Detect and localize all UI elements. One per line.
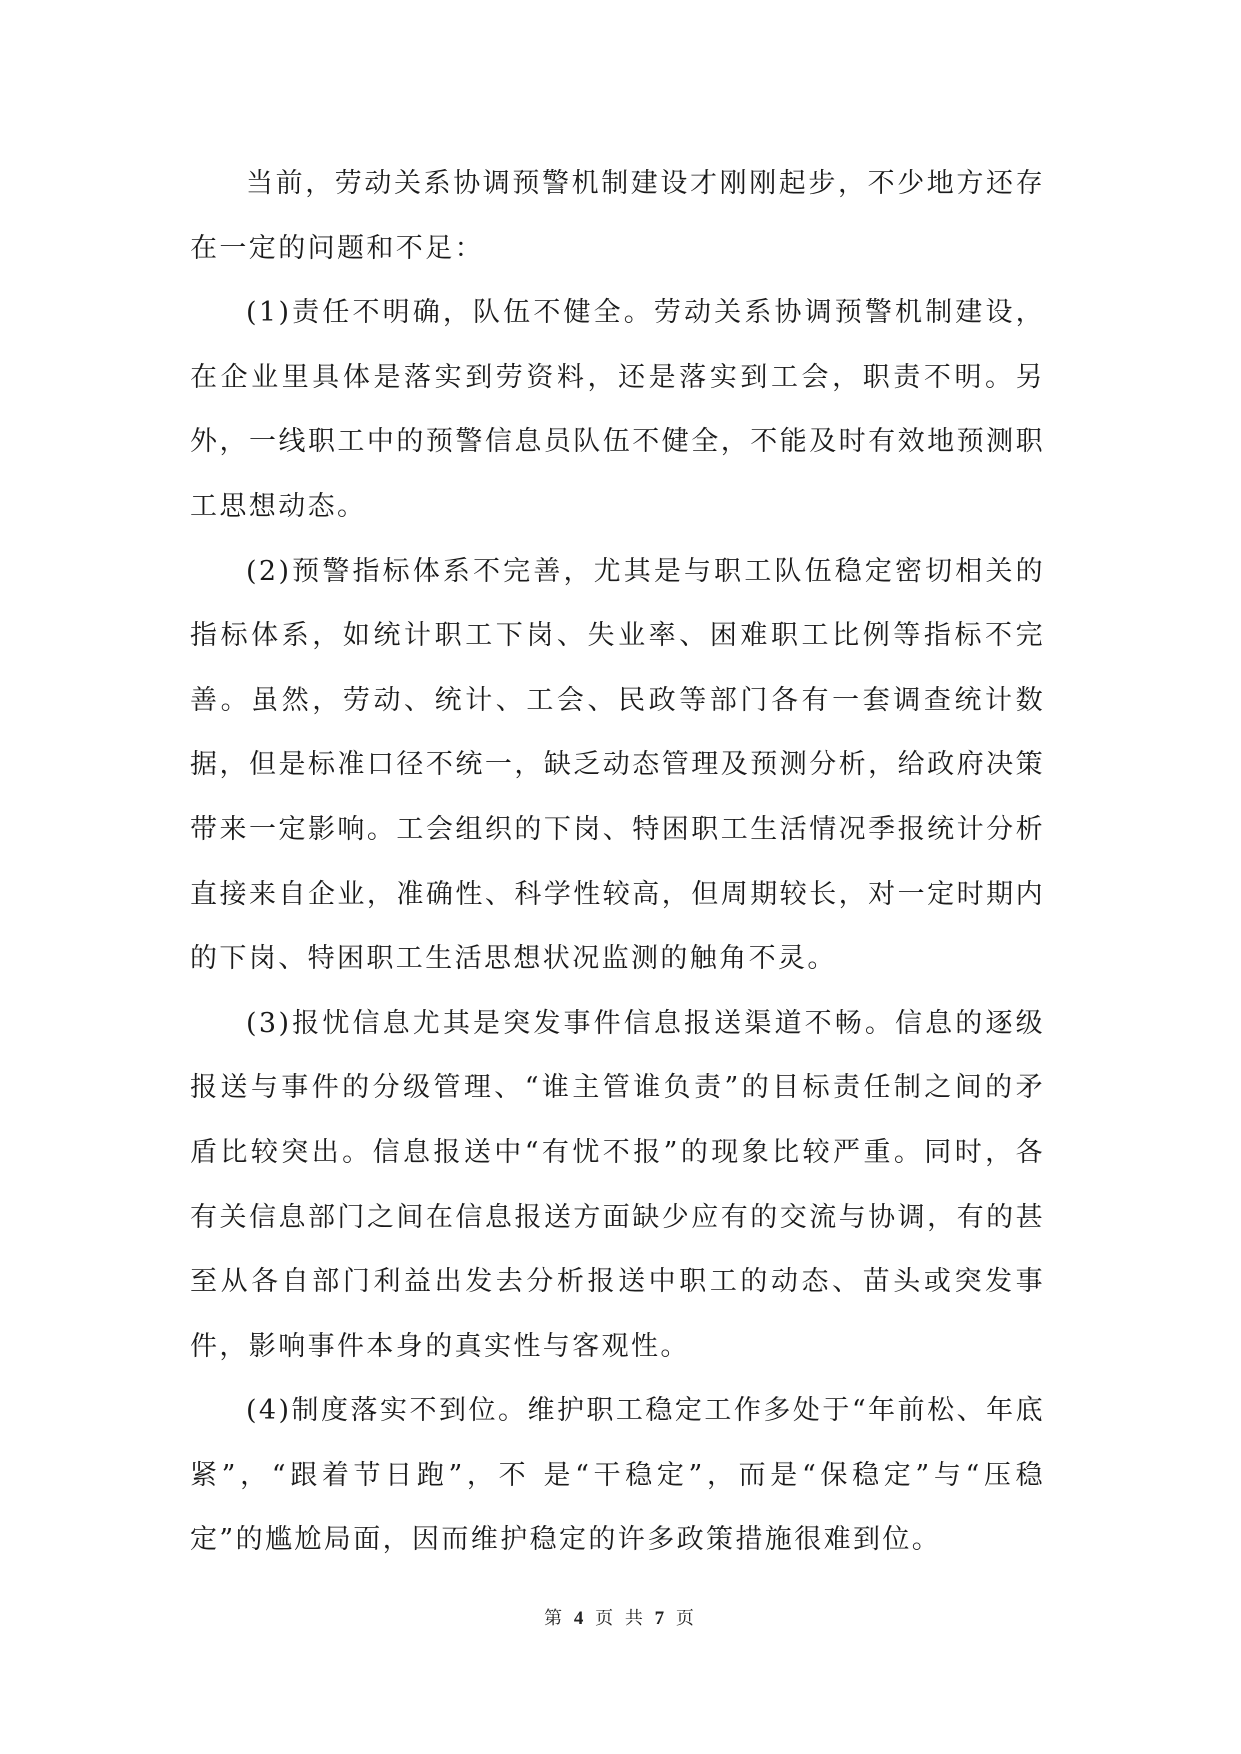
footer-total-pages: 7 <box>654 1608 668 1629</box>
paragraph-item-4: (4)制度落实不到位。维护职工稳定工作多处于“年前松、年底紧”，“跟着节日跑”，不 是“干稳定”，而是“保稳定”与“压稳定”的尴尬局面，因而维护稳定的许多政策措施很难到位。 <box>190 1395 1045 1556</box>
footer-middle: 页 共 <box>595 1608 646 1629</box>
footer-prefix: 第 <box>544 1608 566 1629</box>
paragraph-intro: 当前，劳动关系协调预警机制建设才刚刚起步，不少地方还存在一定的问题和不足： <box>190 168 1045 264</box>
paragraph-item-1: (1)责任不明确，队伍不健全。劳动关系协调预警机制建设，在企业里具体是落实到劳资料，还是落实到工会，职责不明。另外，一线职工中的预警信息员队伍不健全，不能及时有效地预测职工思想动态。 <box>190 297 1045 522</box>
paragraph-item-3: (3)报忧信息尤其是突发事件信息报送渠道不畅。信息的逐级报送与事件的分级管理、“谁主管谁负责”的目标责任制之间的矛盾比较突出。信息报送中“有忧不报”的现象比较严重。同时，各有关信息部门之间在信息报送方面缺少应有的交流与协调，有的甚至从各自部门利益出发去分析报送中职工的动态、苗头或突发事件，影响事件本身的真实性与客观性。 <box>190 1007 1045 1362</box>
paragraph-item-2: (2)预警指标体系不完善，尤其是与职工队伍稳定密切相关的指标体系，如统计职工下岗、失业率、困难职工比例等指标不完善。虽然，劳动、统计、工会、民政等部门各有一套调查统计数据，但是标准口径不统一，缺乏动态管理及预测分析，给政府决策带来一定影响。工会组织的下岗、特困职工生活情况季报统计分析直接来自企业，准确性、科学性较高，但周期较长，对一定时期内的下岗、特困职工生活思想状况监测的触角不灵。 <box>190 555 1045 975</box>
page-footer <box>0 1604 1241 1630</box>
footer-suffix: 页 <box>675 1608 697 1629</box>
document-body <box>190 152 1045 1573</box>
footer-current-page: 4 <box>573 1608 587 1629</box>
